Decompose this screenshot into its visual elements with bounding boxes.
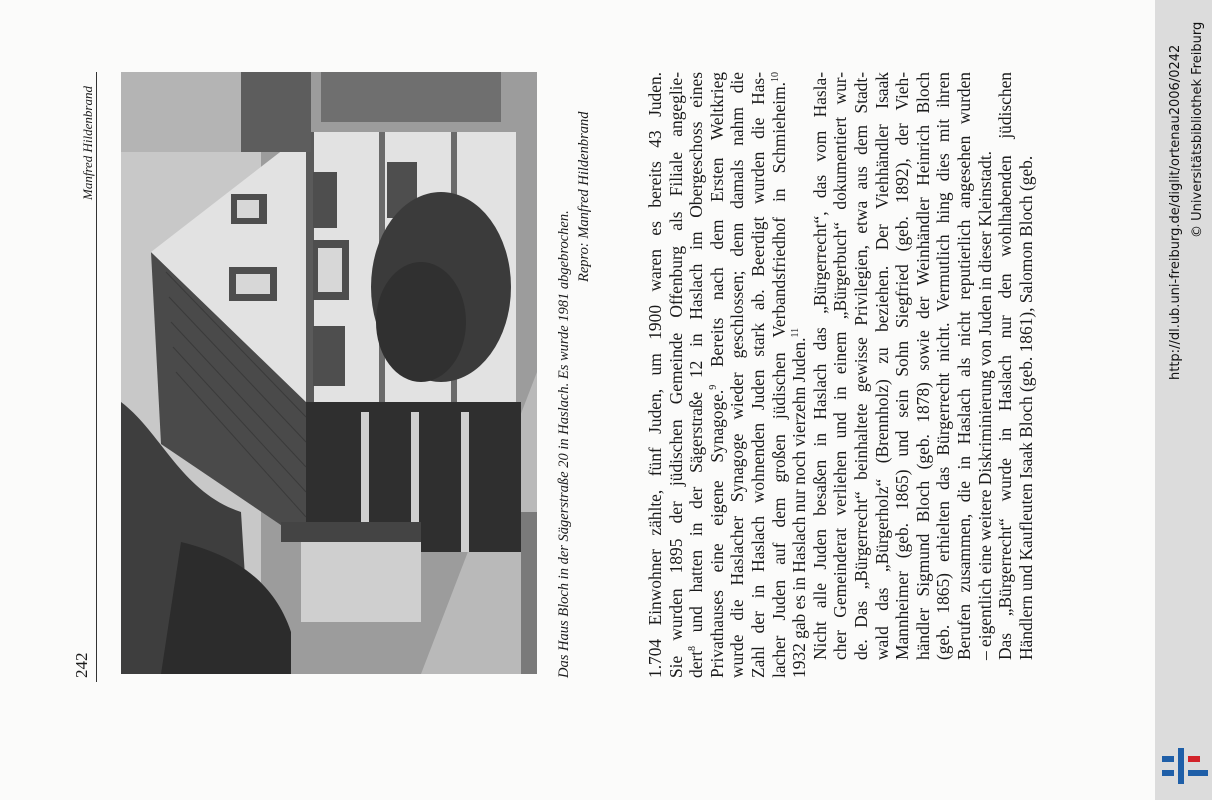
text-line: Mannheimer (geb. 1865) und sein Sohn Siegfried (geb. 1892), der Vieh- bbox=[892, 72, 913, 660]
body-text bbox=[645, 72, 1036, 678]
page-number: 242 bbox=[72, 652, 91, 678]
text-line: händler Sigmund Bloch (geb. 1878) sowie der Weinhändler Heinrich Bloch bbox=[912, 72, 933, 660]
text-line: dert$^8$ und hatten in der Sägerstraße 12 in Haslach im Obergeschoss eines bbox=[686, 72, 707, 678]
footnote-ref[interactable]: 9 bbox=[707, 384, 719, 390]
text-line: Nicht alle Juden besaßen in Haslach das „Bürgerrecht“, das vom Hasla- bbox=[809, 72, 830, 660]
text-line: Zahl der in Haslach wohnenden Juden stark ab. Beerdigt wurden die Has- bbox=[747, 72, 768, 678]
copyright-notice: © Universitätsbibliothek Freiburg bbox=[1190, 21, 1205, 238]
running-head-author: Manfred Hildenbrand bbox=[80, 86, 95, 200]
text-line: Berufen zusammen, die in Haslach als nicht reputierlich angesehen wurden bbox=[953, 72, 974, 660]
text-line: Das „Bürgerrecht“ wurde in Haslach nur den wohlhabenden jüdischen bbox=[995, 72, 1016, 660]
body-paragraph bbox=[995, 72, 1036, 678]
source-url[interactable]: http://dl.ub.uni-freiburg.de/diglit/ortenau2006/0242 bbox=[1168, 44, 1183, 380]
text-line: 1.704 Einwohner zählte, fünf Juden, um 1900 waren es bereits 43 Juden. bbox=[645, 72, 665, 678]
footnote-ref[interactable]: 11 bbox=[790, 327, 802, 338]
text-line: 1932 gab es in Haslach nur noch vierzehn Juden.$^{11}$ bbox=[789, 327, 810, 678]
photo-credit: Repro: Manfred Hildenbrand bbox=[576, 111, 592, 282]
text-line: Privathauses eine eigene Synagoge.$^9$ Bereits nach dem Ersten Weltkrieg bbox=[706, 72, 727, 678]
text-line: – eigentlich eine weitere Diskriminierung von Juden in dieser Kleinstadt. bbox=[974, 150, 995, 660]
text-line: wurde die Haslacher Synagoge wieder geschlossen; denn damals nahm die bbox=[727, 72, 748, 678]
text-line: de. Das „Bürgerrecht“ beinhaltete gewisse Privilegien, etwa aus dem Stadt- bbox=[850, 72, 871, 660]
house-photo bbox=[121, 72, 537, 674]
body-paragraph bbox=[645, 72, 810, 678]
body-paragraph bbox=[810, 72, 995, 678]
text-line: cher Gemeinderat verliehen und in einem „Bürgerbuch“ dokumentiert wur- bbox=[830, 72, 851, 660]
header-rule bbox=[96, 72, 97, 682]
footnote-ref[interactable]: 10 bbox=[769, 72, 781, 82]
text-line: Sie wurden 1895 der jüdischen Gemeinde Offenburg als Filiale angeglie- bbox=[665, 72, 686, 678]
footnote-ref[interactable]: 8 bbox=[687, 645, 699, 651]
figure-caption: Das Haus Bloch in der Sägerstraße 20 in Haslach. Es wurde 1981 abgebrochen. bbox=[556, 210, 572, 678]
library-logo-icon bbox=[1162, 748, 1208, 784]
text-line: lacher Juden auf dem großen jüdischen Verbandsfriedhof in Schmieheim.$^{10}$ bbox=[768, 72, 789, 678]
text-line: wald das „Bürgerholz“ (Brennholz) zu beziehen. Der Viehhändler Isaak bbox=[871, 72, 892, 660]
text-line: (geb. 1865) erhielten das Bürgerrecht nicht. Vermutlich hing dies mit ihren bbox=[933, 72, 954, 660]
text-line: Händlern und Kaufleuten Isaak Bloch (geb. 1861), Salomon Bloch (geb. bbox=[1015, 155, 1036, 660]
